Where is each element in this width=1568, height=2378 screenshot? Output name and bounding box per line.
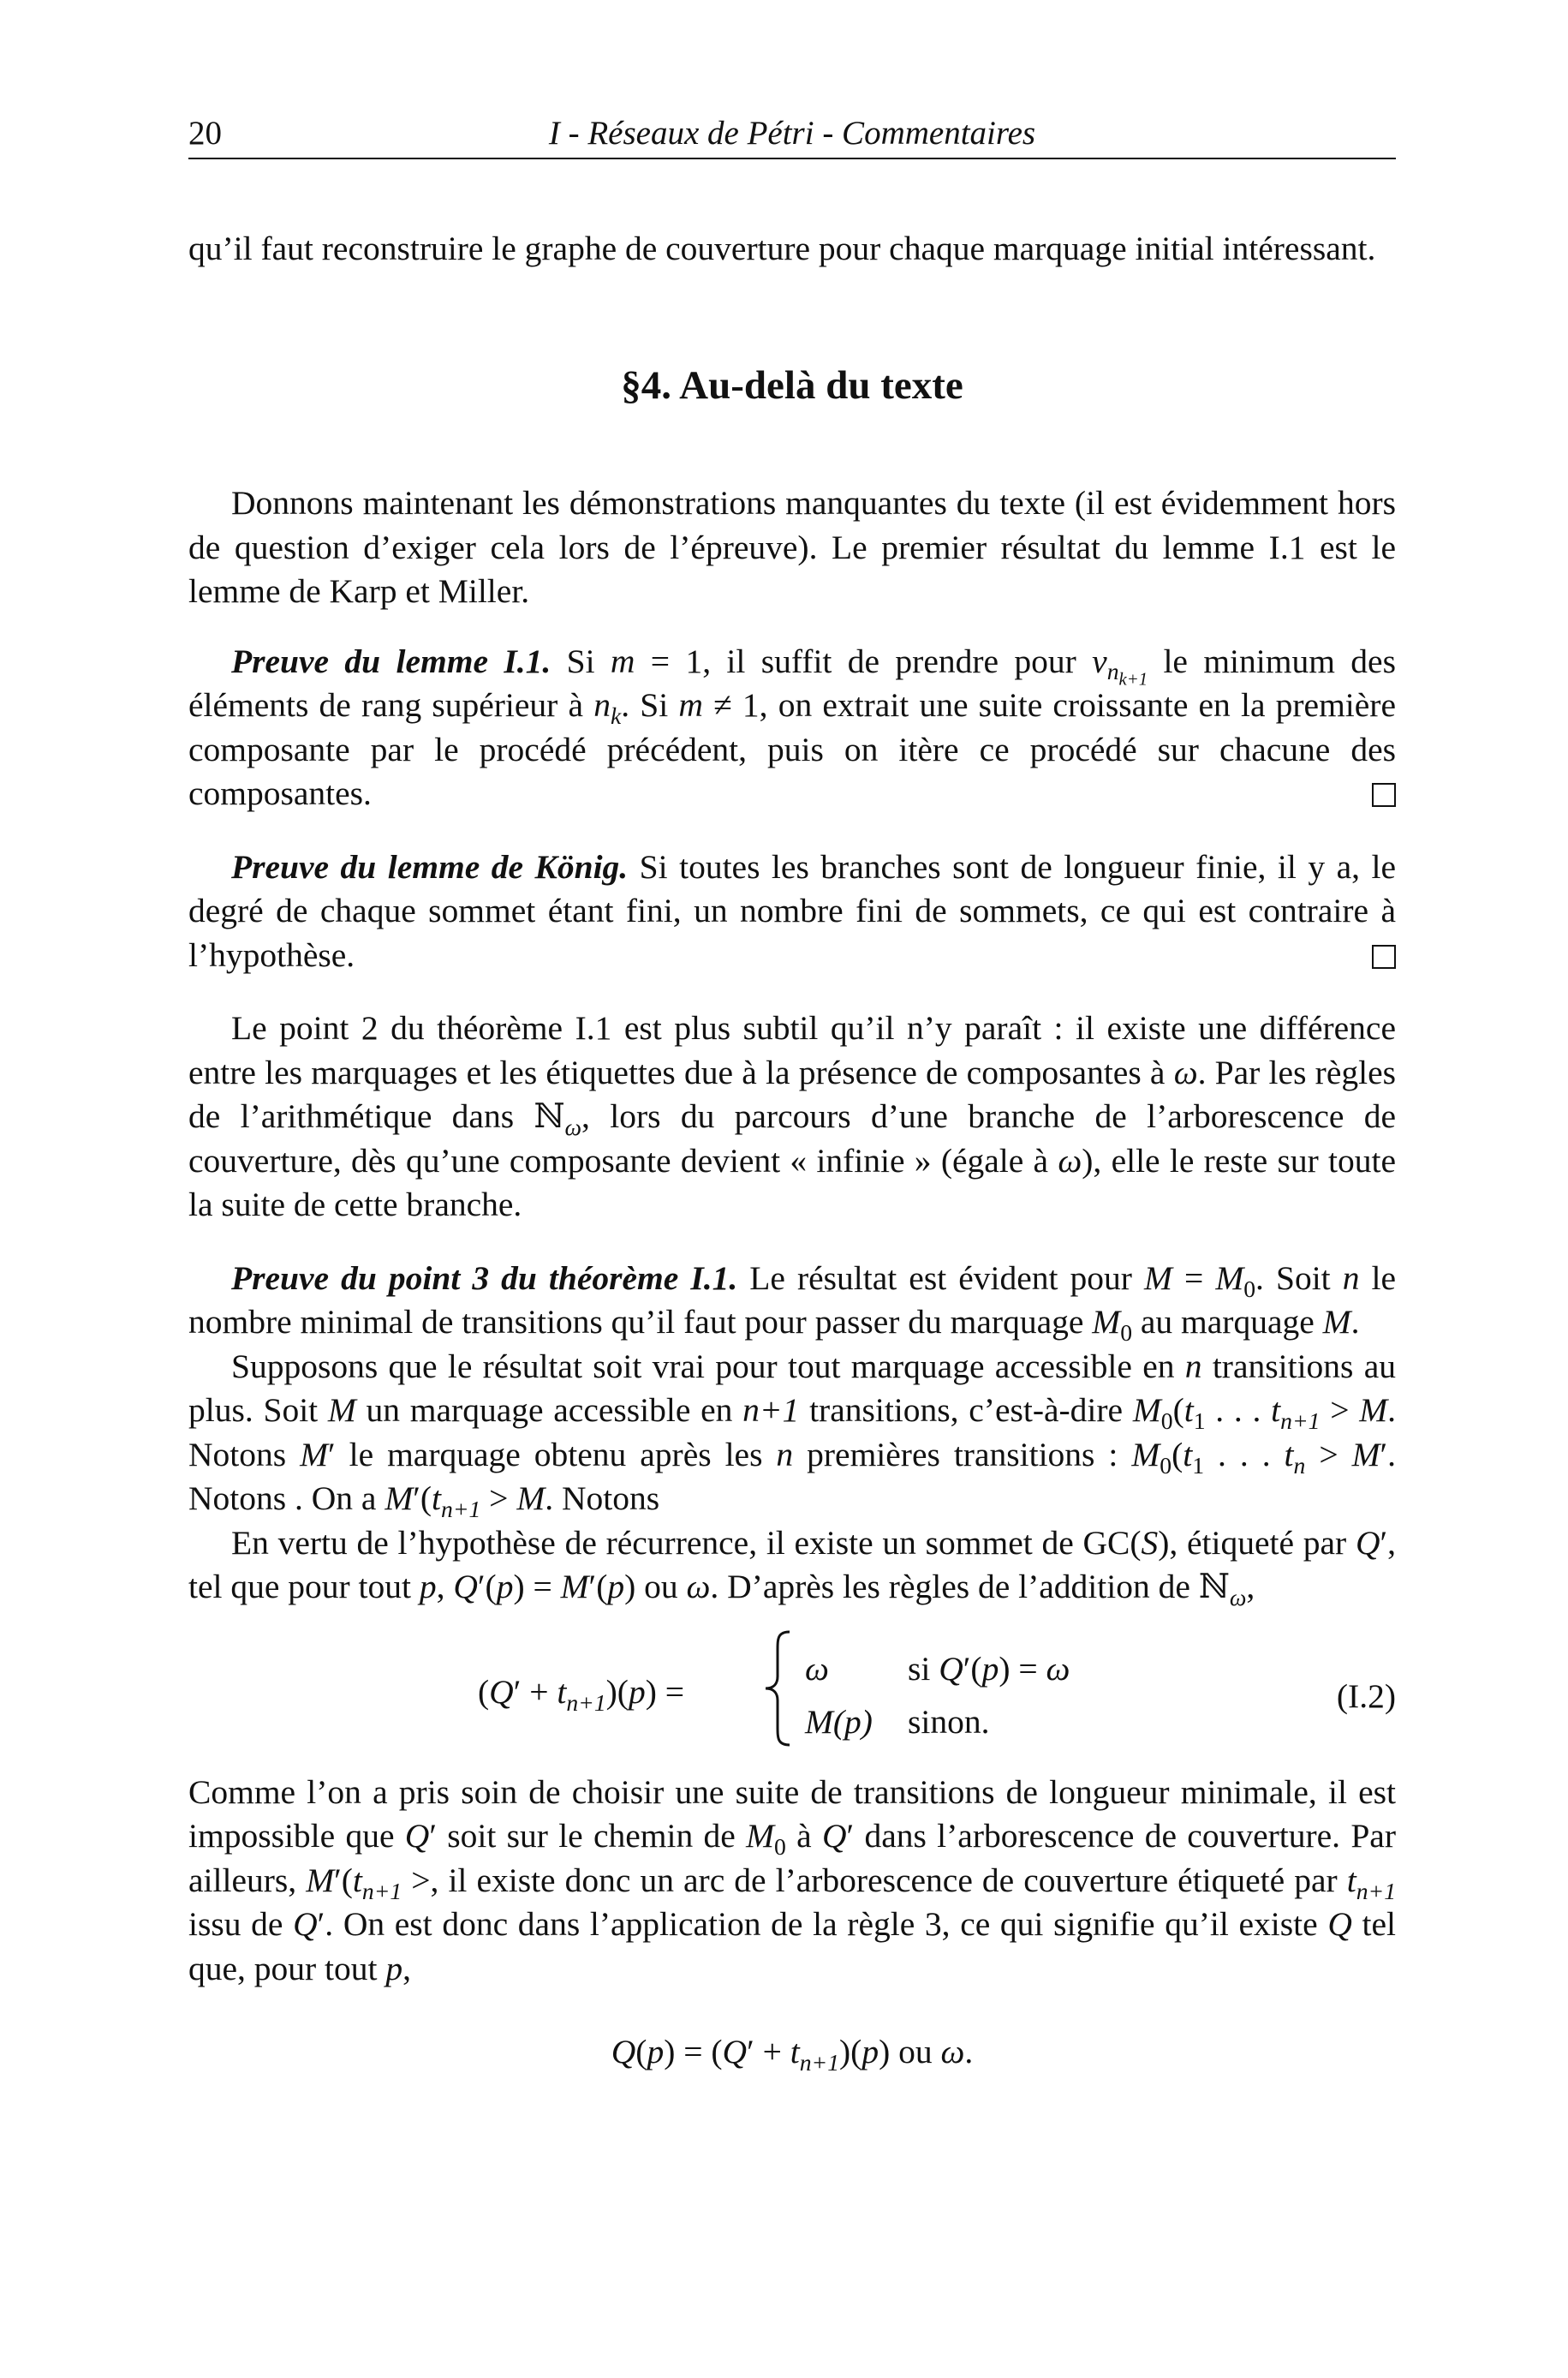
equation-lhs: $(Q' + t_{n+1})(p)$ =: [478, 1672, 685, 1716]
case-omega: ω: [805, 1649, 829, 1688]
proof-point-3: Preuve du point 3 du théorème I.1. Le résultat est évident pour $M = M_0$. Soit n le nombre minimal de transitions qu’il faut pour passer du marquage $M_0$ au marquage M.: [188, 1258, 1397, 1346]
equation-i2: [188, 1632, 1396, 1752]
page-number: 20: [188, 115, 222, 152]
paragraph-point-2: Le point 2 du théorème I.1 est plus subtil qu’il n’y paraît : il existe une différence entre les marquages et les étiquettes due à la présence de composantes à ω. Par les règles de l’arithmétique dans ℕ$_\omega$, lors du parcours d’une branche de l’arborescence de couverture, dès qu’une composante devient « infinie » (égale à ω), elle le reste sur toute la suite de cette branche.: [188, 1009, 1396, 1223]
left-brace-icon: [760, 1628, 795, 1748]
running-title: I - Réseaux de Pétri - Commentaires: [548, 115, 1036, 152]
page-body: [188, 227, 1396, 2075]
final-equation: $Q(p) = (Q' + t_{n+1})(p)$ ou ω.: [611, 2033, 974, 2076]
qed-square-icon: [1372, 945, 1396, 969]
proof-title: Preuve du lemme de König.: [231, 847, 629, 886]
proof-title: Preuve du point 3 du théorème I.1.: [231, 1258, 738, 1297]
proof-title: Preuve du lemme I.1.: [231, 642, 551, 680]
equation-number: (I.2): [1336, 1676, 1396, 1715]
case-mp: M(p): [805, 1702, 873, 1741]
qed-square-icon: [1372, 783, 1396, 807]
running-header: [188, 110, 1396, 159]
proof-lemma-i1: Preuve du lemme I.1. Si m = 1, il suffit de prendre pour $v_{n_{k+1}}$ le minimum des éléments de rang supérieur à $n_k$. Si m ≠ 1, on extrait une suite croissante en la première composante par le procédé précédent, puis on itère ce procédé sur chacune des composantes.: [188, 642, 1396, 812]
intro-paragraph: qu’il faut reconstruire le graphe de couverture pour chaque marquage initial intéressant.: [188, 230, 1376, 267]
paragraph-karp-miller: Donnons maintenant les démonstrations manquantes du texte (il est évidemment hors de question d’exiger cela lors de l’épreuve). Le premier résultat du lemme I.1 est le lemme de Karp et Miller.: [188, 484, 1396, 610]
case-condition-1: si Q′(p) = ω: [908, 1649, 1070, 1688]
paragraph-minimal-length: Comme l’on a pris soin de choisir une suite de transitions de longueur minimale, il est impossible que Q′ soit sur le chemin de $M_0$ à Q′ dans l’arborescence de couverture. Par ailleurs, $M'(t_{n+1}$ >, il existe donc un arc de l’arborescence de couverture étiqueté par $t_{n+1}$ issu de Q′. On est donc dans l’application de la règle 3, ce qui signifie qu’il existe Q tel que, pour tout p,: [188, 1772, 1397, 1987]
paragraph-recurrence: En vertu de l’hypothèse de récurrence, il existe un sommet de GC(S), étiqueté par Q′, tel que pour tout p, Q′(p) = M′(p) ou ω. D’après les règles de l’addition de ℕ$_\omega$,: [188, 1523, 1397, 1610]
paragraph-induction: Supposons que le résultat soit vrai pour tout marquage accessible en n transitions au plus. Soit M un marquage accessible en n+1 transitions, c’est-à-dire $M_0(t_1$ . . . $t_{n+1} > M$. Notons M′ le marquage obtenu après les n premières transitions : $M_0(t_1$ . . . $t_n > M'$. Notons . On a $M'(t_{n+1} > M$. Notons: [188, 1347, 1396, 1522]
section-title: §4. Au-delà du texte: [621, 362, 963, 408]
proof-konig: Preuve du lemme de König. Si toutes les branches sont de longueur finie, il y a, le degré de chaque sommet étant fini, un nombre fini de sommets, ce qui est contraire à l’hypothèse.: [188, 847, 1396, 974]
case-condition-2: sinon.: [908, 1702, 990, 1741]
